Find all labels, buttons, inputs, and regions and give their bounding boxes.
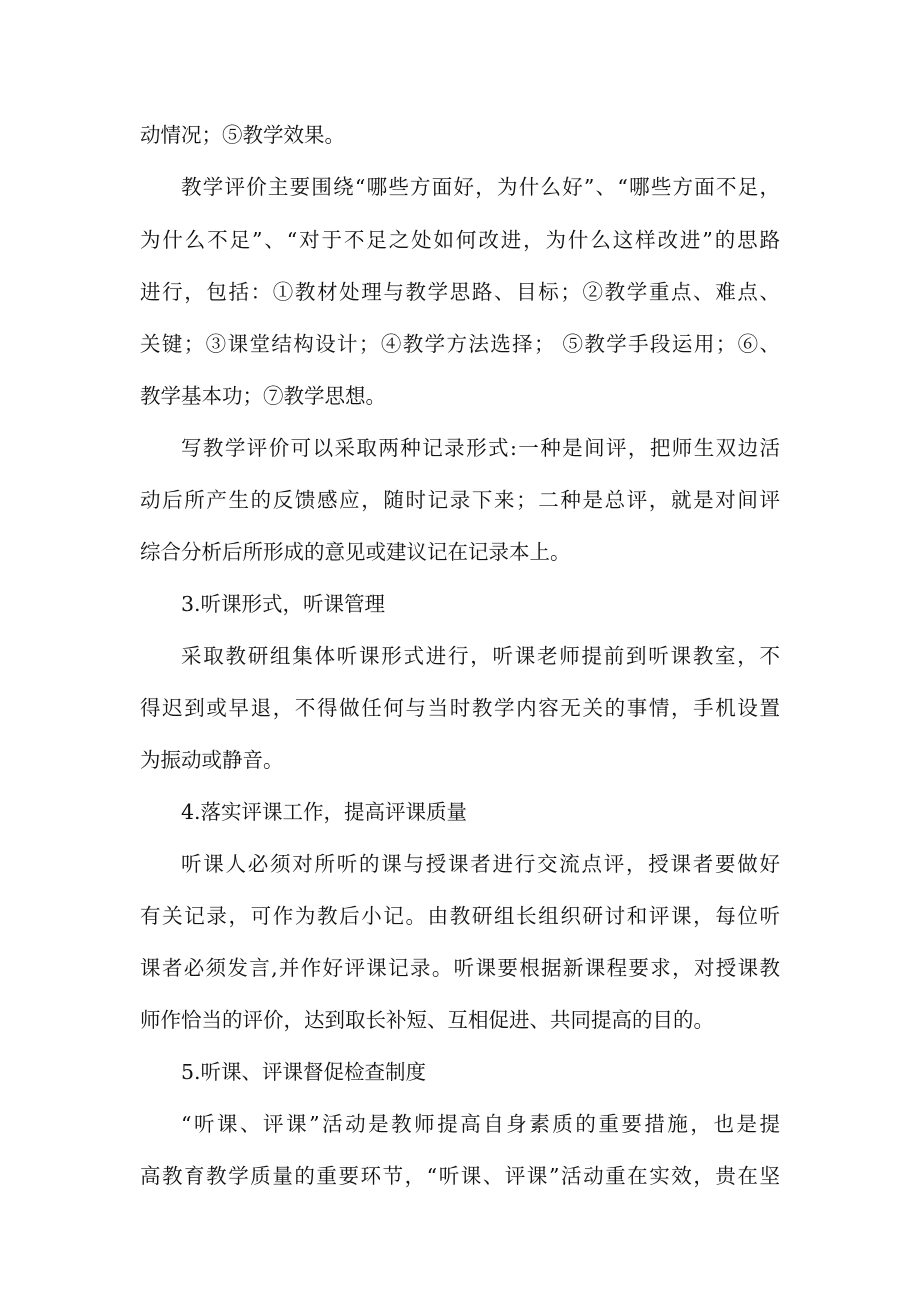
- text-line: [0, 1002, 920, 1038]
- text-line: [0, 950, 920, 986]
- line-text: 采取教研组集体听课形式进行，听课老师提前到听课教室，不: [181, 644, 780, 668]
- line-text: 关键；③课堂结构设计；④教学方法选择； ⑤教学手段运用；⑥、: [140, 332, 780, 356]
- line-text: 为什么不足”、“对于不足之处如何改进，为什么这样改进”的思路: [140, 228, 780, 252]
- line-text: 得迟到或早退，不得做任何与当时教学内容无关的事情，手机设置: [140, 696, 780, 720]
- line-text: 听课人必须对所听的课与授课者进行交流点评，授课者要做好: [181, 852, 780, 876]
- line-text: 进行，包括：①教材处理与教学思路、目标；②教学重点、难点、: [140, 280, 780, 304]
- line-text: 动后所产生的反馈感应，随时记录下来；二种是总评，就是对间评: [140, 488, 780, 512]
- section-heading: [0, 1054, 920, 1090]
- line-text: 教学评价主要围绕“哪些方面好，为什么好”、“哪些方面不足，: [181, 175, 780, 199]
- line-text: 有关记录，可作为教后小记。由教研组长组织研讨和评课，每位听: [140, 904, 780, 928]
- text-line: [0, 898, 920, 934]
- section-heading: [0, 586, 920, 622]
- line-text: 综合分析后所形成的意见或建议记在记录本上。: [140, 540, 571, 564]
- text-line: [0, 638, 920, 674]
- heading-text: 4.落实评课工作，提高评课质量: [181, 800, 468, 824]
- text-line: [0, 222, 920, 258]
- text-line: [0, 482, 920, 518]
- text-line: [0, 430, 920, 466]
- line-text: “听课、评课”活动是教师提高自身素质的重要措施，也是提: [181, 1112, 780, 1136]
- line-text: 师作恰当的评价，达到取长补短、互相促进、共同提高的目的。: [140, 1008, 714, 1032]
- text-line: [0, 326, 920, 362]
- heading-text: 5.听课、评课督促检查制度: [181, 1060, 427, 1084]
- heading-text: 3.听课形式，听课管理: [181, 592, 386, 616]
- text-line: [0, 169, 920, 205]
- text-line: [0, 1106, 920, 1142]
- text-line: [0, 274, 920, 310]
- text-line: [0, 846, 920, 882]
- line-text: 课者必须发言,并作好评课记录。听课要根据新课程要求，对授课教: [140, 956, 780, 980]
- text-line: [0, 690, 920, 726]
- line-text: 为振动或静音。: [140, 748, 284, 772]
- text-line: [0, 117, 920, 153]
- text-line: [0, 534, 920, 570]
- line-text: 高教育教学质量的重要环节，“听课、评课”活动重在实效，贵在坚: [140, 1164, 780, 1188]
- line-text: 写教学评价可以采取两种记录形式:一种是间评，把师生双边活: [181, 436, 780, 460]
- line-text: 教学基本功；⑦教学思想。: [140, 384, 386, 408]
- text-line: [0, 378, 920, 414]
- line-text: 动情况；⑤教学效果。: [140, 123, 345, 147]
- section-heading: [0, 794, 920, 830]
- text-line: [0, 1158, 920, 1194]
- text-line: [0, 742, 920, 778]
